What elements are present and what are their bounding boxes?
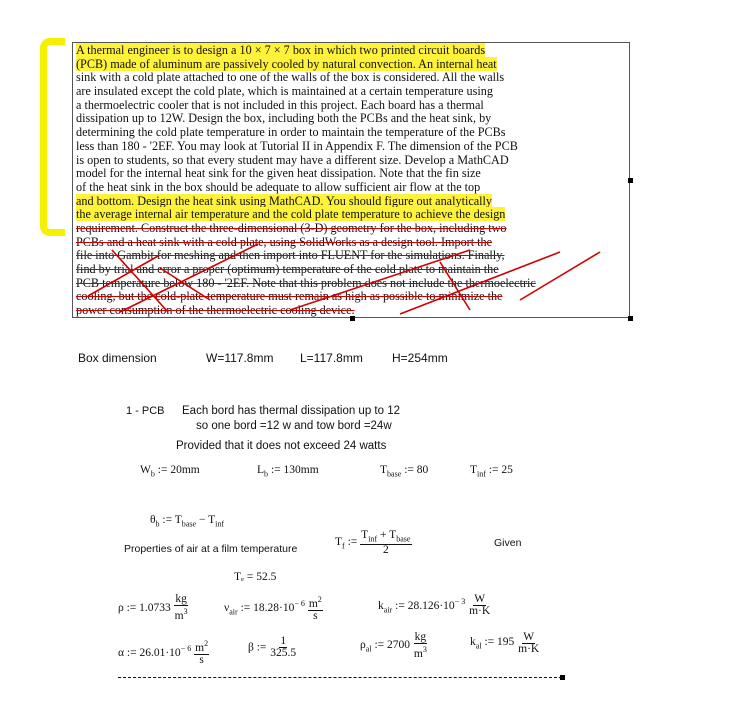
rho-al-value: 2700 [387, 638, 410, 651]
problem-line: power consumption of the thermoelectric cooling device. [76, 303, 355, 318]
lb-value: 130mm [283, 464, 319, 476]
alpha-definition[interactable]: α := $26.01\cdot 10^{- 6}$ $\frac{m^2}{s}$ [118, 639, 209, 666]
nu-value: 18.28·10 [253, 602, 295, 615]
cross-stroke [400, 252, 560, 314]
problem-line: (PCB) made of aluminum are passively cooled by natural convection. An internal heat [76, 56, 497, 71]
box-height: H=254mm [392, 351, 448, 365]
alpha-value: 26.01·10 [139, 647, 181, 660]
box-width: W=117.8mm [206, 351, 274, 365]
alpha-exponent: − 6 [180, 644, 192, 654]
pcb-note-2: so one bord =12 w and tow bord =24w [196, 420, 392, 432]
wb-value: 20mm [170, 464, 200, 476]
tinf-definition[interactable]: $T_{inf}$ := 25 [470, 464, 513, 479]
tbase-value: 80 [416, 464, 429, 476]
problem-line: dissipation up to 12W. Design the box, including both the PCBs and the heat sink, by [76, 111, 492, 126]
cross-stroke [160, 268, 210, 300]
problem-line: model for the internal heat sink for the given heat dissipation. Note that the fin size [76, 166, 481, 181]
page-break-line [118, 677, 562, 678]
nu-exponent: − 6 [294, 599, 305, 609]
box-dimension-label: Box dimension [78, 351, 157, 365]
rho-al-definition[interactable]: $\rho_{al}$ := 2700 $\frac{kg}{m^3}$ [360, 631, 427, 660]
problem-line: PCBs and a heat sink with a cold plate, using SolidWorks as a design tool. Import the [76, 234, 493, 249]
tf-definition[interactable]: $T_f$ := $\frac{T_{inf} + T_{base}}{2}$ [335, 529, 411, 557]
tf-result: Tₑ = 52.5 [234, 571, 277, 583]
pcb-note-3: Provided that it does not exceed 24 watts [176, 440, 387, 452]
k-al-definition[interactable]: $k_{al}$ := 195 $\frac{W}{m\cdot K}$ [470, 631, 540, 655]
pcb-label: 1 - PCB [126, 405, 165, 417]
kair-definition[interactable]: $k_{air}$ := $28.126\cdot 10^{- 3}$ $\frac{W}{m\cdot K}$ [378, 593, 491, 617]
rho-value: 1.0733 [139, 601, 171, 614]
tbase-definition[interactable]: $T_{base}$ := 80 [380, 464, 429, 479]
problem-line: determining the cold plate temperature in order to maintain the temperature of the PCBs [76, 125, 506, 140]
problem-line: the average internal air temperature and the cold plate temperature to achieve the design [76, 207, 506, 222]
kair-value: 28.126·10 [407, 599, 455, 612]
nu-definition[interactable]: $\nu_{air}$ := $18.28\cdot 10^{- 6}$ $\frac{m^2}{s}$ [224, 595, 322, 622]
problem-line: A thermal engineer is to design a 10 × 7 × 7 box in which two printed circuit boards [76, 43, 486, 57]
problem-line: PCB temperature below 180 - '2EF. Note that this problem does not include the thermoelectric [76, 275, 536, 290]
problem-line: and bottom. Design the heat sink using MathCAD. You should figure out analytically [76, 193, 493, 208]
problem-line: find by trial and error a proper (optimum) temperature of the cold plate to maintain the [76, 262, 499, 276]
kair-exponent: − 3 [454, 596, 466, 606]
k-al-value: 195 [497, 636, 515, 649]
given-label: Given [494, 537, 522, 549]
pcb-note-1: Each bord has thermal dissipation up to 12 [182, 405, 400, 417]
theta-b-definition[interactable]: $\theta_b$ := $T_{base} - T_{inf}$ [150, 514, 225, 529]
wb-definition[interactable]: $W_b$ := 20mm [140, 464, 200, 479]
cross-stroke [520, 252, 600, 300]
tinf-value: 25 [501, 464, 513, 476]
beta-denominator: 325.5 [270, 647, 297, 659]
problem-line: less than 180 - '2EF. You may look at Tutorial II in Appendix F. The dimension of the PCB [76, 138, 518, 153]
problem-line: are insulated except the cold plate, which is maintained at a certain temperature using [76, 84, 493, 99]
problem-line: requirement. Construct the three-dimensional (3-D) geometry for the box, including two [76, 220, 507, 235]
lb-definition[interactable]: $L_b$ := 130mm [257, 464, 319, 479]
cross-stroke [290, 250, 470, 310]
problem-line: a thermoelectric cooler that is not included in this project. Each board has a thermal [76, 97, 484, 112]
problem-line: of the heat sink in the box should be adequate to allow sufficient air flow at the top [76, 179, 481, 194]
beta-definition[interactable]: β := $\frac{1}{325.5}$ [248, 635, 297, 659]
page-break-handle[interactable] [560, 675, 565, 680]
rho-definition[interactable]: ρ := 1.0733 $\frac{kg}{m^3}$ [118, 593, 188, 622]
box-length: L=117.8mm [300, 351, 363, 365]
problem-line: file into Gambit for meshing and then import into FLUENT for the simulations. Finally, [76, 248, 505, 263]
cross-stroke [120, 244, 258, 312]
problem-line: cooling, but the cold-plate temperature must remain as high as possible to minimize the [76, 289, 503, 304]
problem-line: is open to students, so that every student may have a different size. Develop a MathCAD [76, 152, 509, 167]
air-properties-label: Properties of air at a film temperature [124, 543, 298, 555]
problem-line: sink with a cold plate attached to one of the walls of the box is considered. All the walls [76, 70, 505, 85]
cross-stroke [440, 262, 470, 310]
